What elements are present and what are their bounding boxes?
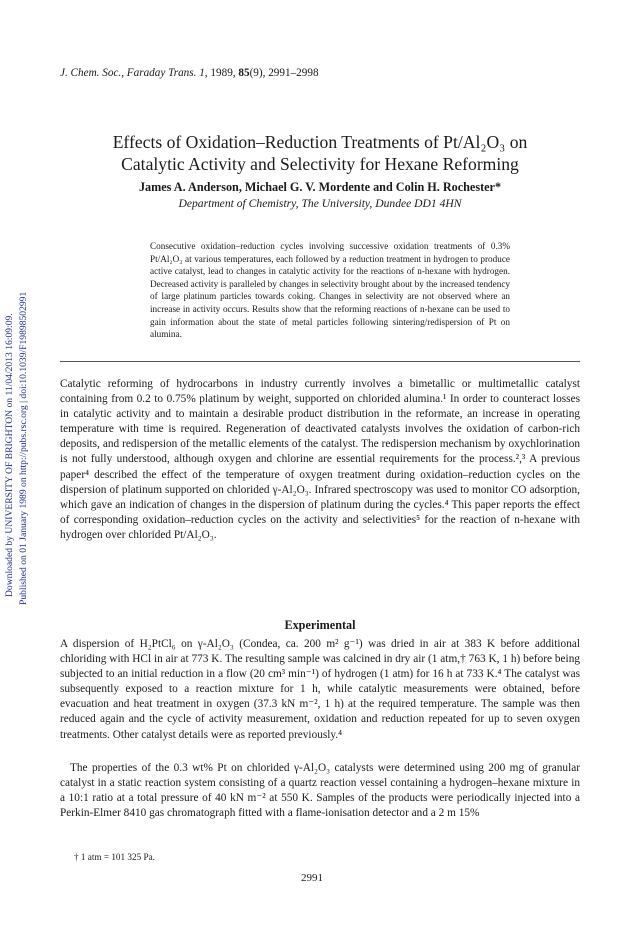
affiliation: Department of Chemistry, The University, Dundee DD1 4HN: [178, 197, 462, 210]
abstract: Consecutive oxidation–reduction cycles involving successive oxidation treatments of 0.3% Pt/Al₂O₃ at various temperatures, each followed by a reduction treatment in hydrogen to produce active catalyst, lead to changes in catalytic activity for the reactions of n-hexane with hydrogen. Decreased activity is paralleled by changes in selectivity brought about by the increased tendency of large platinum particles towards coking. Changes in selectivity are not observed where an increase in activity occurs. Results show that the reforming reactions of n-hexane can be used to gain information about the state of metal particles following sintering/redispersion of Pt on alumina.: [150, 241, 510, 340]
citation-line: [60, 67, 319, 79]
issue-pages: (9), 2991–2998: [249, 67, 319, 79]
year: 1989,: [210, 67, 236, 79]
title-line-2: Catalytic Activity and Selectivity for Hexane Reforming: [121, 154, 519, 174]
footnote: † 1 atm = 101 325 Pa.: [74, 852, 155, 862]
volume: 85: [238, 67, 250, 79]
title-line-1: Effects of Oxidation–Reduction Treatments of Pt/Al₂O₃ on: [112, 132, 528, 152]
article-title: [40, 131, 600, 175]
publication-notice: Published on 01 January 1989 on http://pubs.rsc.org | doi:10.1039/F19898502991: [18, 291, 29, 605]
experimental-heading: Experimental: [284, 618, 356, 632]
introduction-paragraph: Catalytic reforming of hydrocarbons in industry currently involves a bimetallic or multimetallic catalyst containing from 0.2 to 0.75% platinum by weight, supported on chlorided alumina.¹ In order to counteract losses in catalytic activity and to maintain a desirable product distribution in the reformate, an increase in operating temperature with time is required. Regeneration of deactivated catalysts involves the oxidation of carbon-rich deposits, and redispersion of the metallic elements of the catalyst. The redispersion mechanism by oxychlorination is not fully understood, although oxygen and chlorine are essential requirements for the process.²,³ A previous paper⁴ described the effect of the temperature of oxygen treatment during oxidation–reduction cycles on the dispersion of platinum supported on chlorided γ-Al₂O₃. Infrared spectroscopy was used to monitor CO adsorption, which gave an indication of changes in the dispersion of platinum during the cycles.⁴ This paper reports the effect of corresponding oxidation–reduction cycles on the activity and selectivities⁵ for the reaction of n-hexane with hydrogen over chlorided Pt/Al₂O₃.: [60, 378, 580, 541]
download-notice: Downloaded by UNIVERSITY OF BRIGHTON on 11/04/2013 16:09:09.: [4, 313, 15, 597]
abstract-divider: [60, 361, 580, 362]
authors: James A. Anderson, Michael G. V. Mordente and Colin H. Rochester*: [138, 180, 502, 194]
experimental-paragraph-1: A dispersion of H₂PtCl₆ on γ-Al₂O₃ (Condea, ca. 200 m² g⁻¹) was dried in air at 383 K before additional chloriding with HCl in air at 773 K. The resulting sample was calcined in dry air (1 atm,† 763 K, 1 h) before being subjected to an initial reduction in a flow (20 cm³ min⁻¹) of hydrogen (1 atm) for 16 h at 733 K.⁴ The catalyst was subsequently exposed to a reaction mixture for 1 h, while catalytic measurements were obtained, before evacuation and heat treatment in oxygen (37.3 kN m⁻², 1 h) at the required temperature. The sample was then reduced again and the cycle of activity measurement, oxidation and reduction repeated for up to seven oxygen treatments. Other catalyst details were as reported previously.⁴: [60, 638, 580, 741]
page-number: 2991: [301, 872, 323, 884]
journal-name: J. Chem. Soc., Faraday Trans. 1,: [60, 67, 208, 79]
download-watermark: [2, 225, 34, 605]
experimental-paragraph-2: The properties of the 0.3 wt% Pt on chlorided γ-Al₂O₃ catalysts were determined using 200 mg of granular catalyst in a static reaction system consisting of a quartz reaction vessel containing a hydrogen–hexane mixture in a 10:1 ratio at a total pressure of 40 kN m⁻² at 550 K. Samples of the products were periodically injected into a Perkin-Elmer 8410 gas chromatograph fitted with a flame-ionisation detector and a 2 m 15%: [60, 762, 580, 820]
